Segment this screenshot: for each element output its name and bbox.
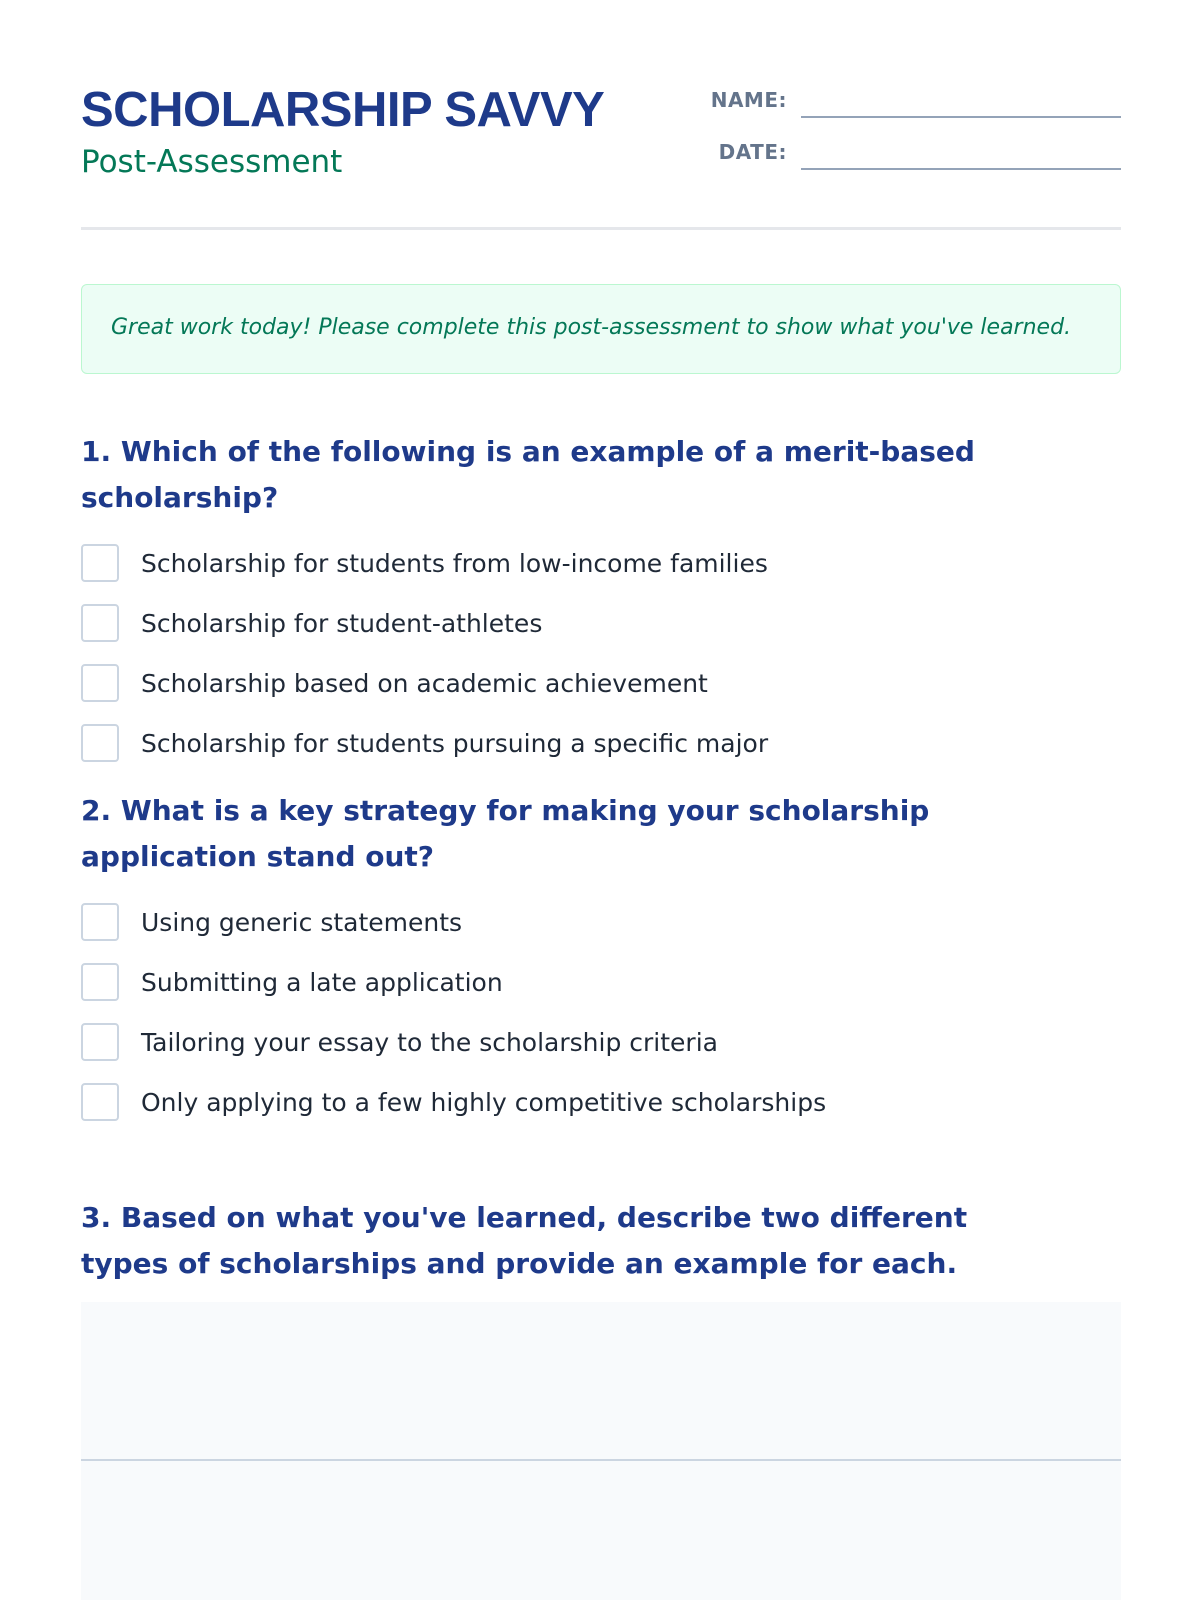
option-item[interactable]: [81, 653, 1121, 713]
page-subtitle: Post-Assessment: [81, 144, 343, 180]
option-item[interactable]: [81, 1072, 1121, 1132]
option-label: Tailoring your essay to the scholarship criteria: [141, 1027, 718, 1057]
checkbox[interactable]: [81, 963, 119, 1001]
option-label: Scholarship for students from low-income families: [141, 548, 768, 578]
date-field[interactable]: [701, 138, 1121, 178]
answer-line: [81, 1459, 1121, 1461]
checkbox[interactable]: [81, 724, 119, 762]
question-3: [81, 1195, 1121, 1287]
option-item[interactable]: [81, 533, 1121, 593]
option-item[interactable]: [81, 892, 1121, 952]
checkbox[interactable]: [81, 1083, 119, 1121]
instruction-banner: [81, 284, 1121, 374]
name-field[interactable]: [701, 86, 1121, 126]
option-label: Using generic statements: [141, 907, 463, 937]
checkbox[interactable]: [81, 903, 119, 941]
question-1: [81, 429, 1121, 773]
name-input-line[interactable]: [801, 116, 1121, 118]
option-label: Scholarship for students pursuing a specific major: [141, 728, 769, 758]
option-label: Scholarship for student-athletes: [141, 608, 543, 638]
question-3-title: 3. Based on what you've learned, describe two different types of scholarships and provide an example for each.: [81, 1201, 968, 1280]
date-input-line[interactable]: [801, 168, 1121, 170]
checkbox[interactable]: [81, 664, 119, 702]
instruction-text: Great work today! Please complete this post-assessment to show what you've learned.: [111, 315, 1072, 340]
checkbox[interactable]: [81, 544, 119, 582]
name-label: NAME:: [710, 88, 787, 112]
date-label: DATE:: [718, 140, 787, 164]
question-1-title: 1. Which of the following is an example of a merit-based scholarship?: [81, 435, 975, 514]
checkbox[interactable]: [81, 604, 119, 642]
question-2: [81, 788, 1121, 1132]
page-title: SCHOLARSHIP SAVVY: [81, 83, 605, 137]
option-item[interactable]: [81, 713, 1121, 773]
header: [81, 78, 1121, 188]
question-2-title: 2. What is a key strategy for making your scholarship application stand out?: [81, 794, 930, 873]
question-2-options: [81, 892, 1121, 1132]
option-item[interactable]: [81, 952, 1121, 1012]
option-label: Submitting a late application: [141, 967, 503, 997]
answer-textarea[interactable]: [81, 1302, 1121, 1600]
header-divider: [81, 227, 1121, 230]
option-label: Scholarship based on academic achievement: [141, 668, 708, 698]
option-label: Only applying to a few highly competitive scholarships: [141, 1087, 827, 1117]
option-item[interactable]: [81, 593, 1121, 653]
question-1-options: [81, 533, 1121, 773]
checkbox[interactable]: [81, 1023, 119, 1061]
option-item[interactable]: [81, 1012, 1121, 1072]
